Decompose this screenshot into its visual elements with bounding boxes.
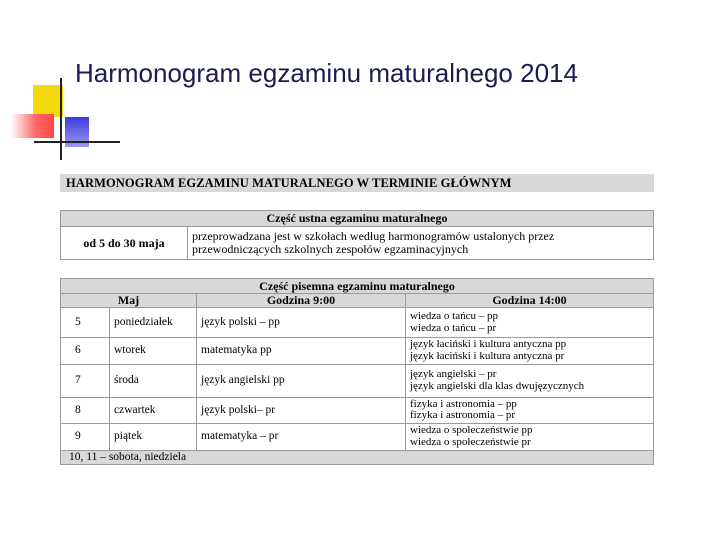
slide-title: Harmonogram egzaminu maturalnego 2014 — [75, 58, 578, 88]
table-row — [61, 364, 654, 397]
oral-description-line2: przewodniczących szkolnych zespołów egzaminacyjnych — [192, 242, 469, 256]
decorative-vertical-line — [60, 78, 62, 160]
exam-14-line: wiedza o społeczeństwie pr — [410, 435, 531, 448]
exam-14-line: język angielski – pr — [410, 367, 497, 380]
row-weekday: środa — [110, 364, 197, 397]
row-exam-14 — [406, 364, 654, 397]
table-row — [61, 397, 654, 424]
decorative-red-square — [12, 114, 54, 138]
row-day-number: 8 — [61, 397, 110, 424]
column-header-9: Godzina 9:00 — [197, 294, 406, 308]
row-exam-9: matematyka pp — [197, 338, 406, 365]
oral-description — [188, 227, 654, 260]
column-header-month: Maj — [61, 294, 197, 308]
row-weekday: poniedziałek — [110, 308, 197, 338]
row-weekday: piątek — [110, 424, 197, 451]
oral-description-line1: przeprowadzana jest w szkołach według harmonogramów ustalonych przez — [192, 228, 555, 243]
exam-14-line: wiedza o tańcu – pr — [410, 321, 497, 334]
row-weekday: czwartek — [110, 397, 197, 424]
oral-exam-table — [60, 210, 654, 260]
row-exam-14 — [406, 397, 654, 424]
oral-date-range: od 5 do 30 maja — [61, 227, 188, 260]
row-exam-14 — [406, 338, 654, 365]
row-exam-14 — [406, 308, 654, 338]
row-day-number: 6 — [61, 338, 110, 365]
row-day-number: 9 — [61, 424, 110, 451]
table-row — [61, 308, 654, 338]
row-exam-14 — [406, 424, 654, 451]
row-day-number: 5 — [61, 308, 110, 338]
row-day-number: 7 — [61, 364, 110, 397]
exam-14-line: fizyka i astronomia – pp — [410, 397, 517, 410]
written-section-title: Część pisemna egzaminu maturalnego — [61, 279, 654, 294]
table-row — [61, 338, 654, 365]
column-header-14: Godzina 14:00 — [406, 294, 654, 308]
row-exam-9: język polski – pp — [197, 308, 406, 338]
weekend-footer: 10, 11 – sobota, niedziela — [61, 450, 654, 464]
decorative-horizontal-line — [34, 141, 120, 143]
row-exam-9: matematyka – pr — [197, 424, 406, 451]
table-row — [61, 424, 654, 451]
exam-14-line: wiedza o społeczeństwie pp — [410, 424, 533, 437]
exam-14-line: język łaciński i kultura antyczna pp — [410, 338, 567, 350]
document-header: HARMONOGRAM EGZAMINU MATURALNEGO W TERMINIE GŁÓWNYM — [60, 174, 654, 192]
exam-14-line: język łaciński i kultura antyczna pr — [410, 349, 565, 362]
row-weekday: wtorek — [110, 338, 197, 365]
written-exam-table — [60, 278, 654, 465]
exam-14-line: fizyka i astronomia – pr — [410, 409, 516, 422]
exam-14-line: język angielski dla klas dwujęzycznych — [410, 379, 585, 392]
decorative-yellow-square — [33, 85, 63, 117]
exam-14-line: wiedza o tańcu – pp — [410, 309, 498, 322]
row-exam-9: język angielski pp — [197, 364, 406, 397]
oral-section-title: Część ustna egzaminu maturalnego — [61, 211, 654, 227]
row-exam-9: język polski– pr — [197, 397, 406, 424]
